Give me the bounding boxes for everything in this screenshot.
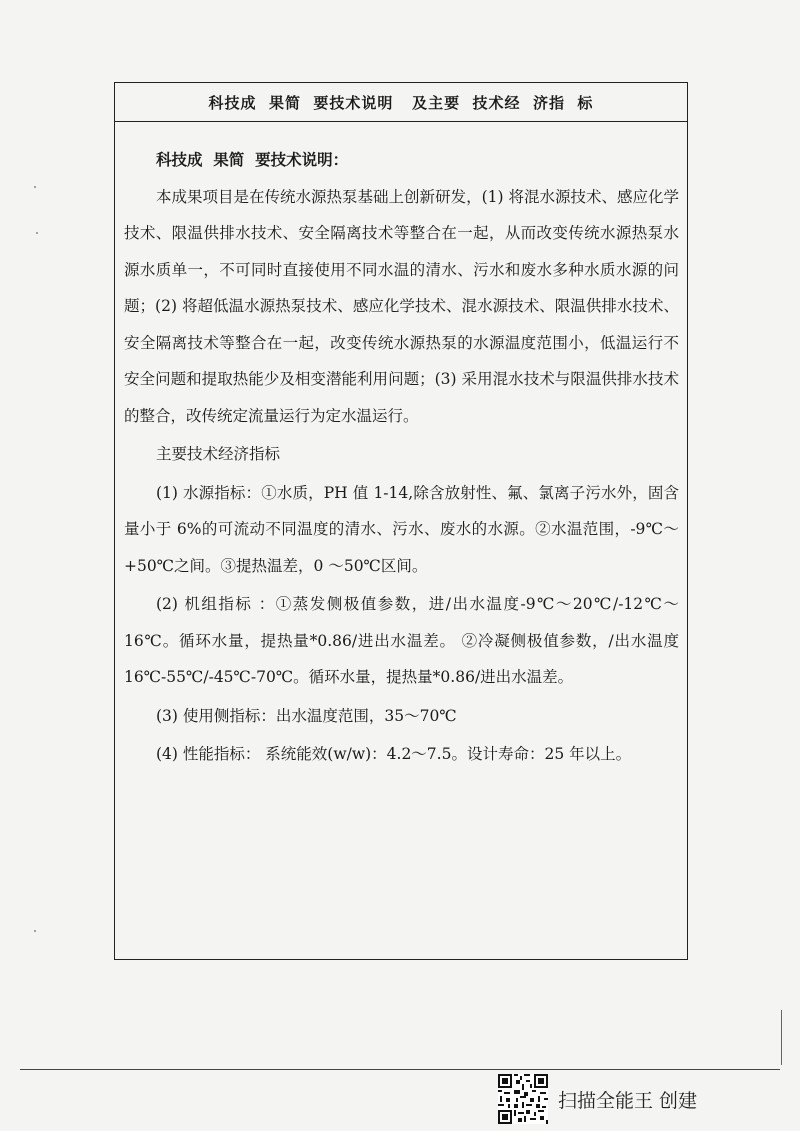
- scanner-watermark: [498, 1074, 697, 1124]
- bottom-rule-line: [20, 1069, 780, 1070]
- scan-speck: [34, 930, 36, 932]
- scan-speck: [36, 232, 38, 234]
- scan-speck: [34, 186, 36, 188]
- section-title-indicators: 主要技术经济指标: [156, 445, 281, 463]
- indicator-item-water-source: (1) 水源指标：①水质，PH 值 1-14,除含放射性、氟、氯离子污水外，固含量小于 6%的可流动不同温度的清水、污水、废水的水源。②水温范围，-9℃～+50℃之间。③提热温差，0 ～50℃区间。: [124, 483, 679, 575]
- summary-paragraph: 本成果项目是在传统水源热泵基础上创新研发，(1) 将混水源技术、感应化学技术、限温供排水技术、安全隔离技术等整合在一起，从而改变传统水源热泵水源水质单一，不可同时直接使用不同水温的清水、污水和废水多种水质水源的问题；(2) 将超低温水源热泵技术、感应化学技术、混水源技术、限温供排水技术、安全隔离技术等整合在一起，改变传统水源热泵的水源温度范围小，低温运行不安全问题和提取热能少及相变潜能利用问题；(3) 采用混水技术与限温供排水技术的整合，改传统定流量运行为定水温运行。: [124, 187, 679, 425]
- indicator-item-usage: (3) 使用侧指标：出水温度范围，35～70℃: [156, 706, 457, 725]
- qr-code-icon: [498, 1074, 548, 1124]
- indicator-item-performance: (4) 性能指标： 系统能效(w/w)：4.2～7.5。设计寿命：25 年以上。: [156, 745, 632, 763]
- scanner-label: 扫描全能王 创建: [558, 1089, 698, 1112]
- table-header: 科技成 果简 要技术说明 及主要 技术经 济指 标: [115, 83, 687, 122]
- right-edge-mark: [781, 1010, 782, 1065]
- document-frame: [114, 82, 688, 960]
- indicator-item-unit: (2) 机组指标 ：①蒸发侧极值参数，进/出水温度-9℃～20℃/-12℃～16℃。循环水量，提热量*0.86/进出水温差。 ②冷凝侧极值参数，/出水温度 16℃-55℃/-45℃-70℃。循环水量，提热量*0.86/进出水温差。: [124, 595, 679, 686]
- document-body: [115, 122, 687, 773]
- section-title-summary: 科技成 果简 要技术说明：: [156, 150, 349, 169]
